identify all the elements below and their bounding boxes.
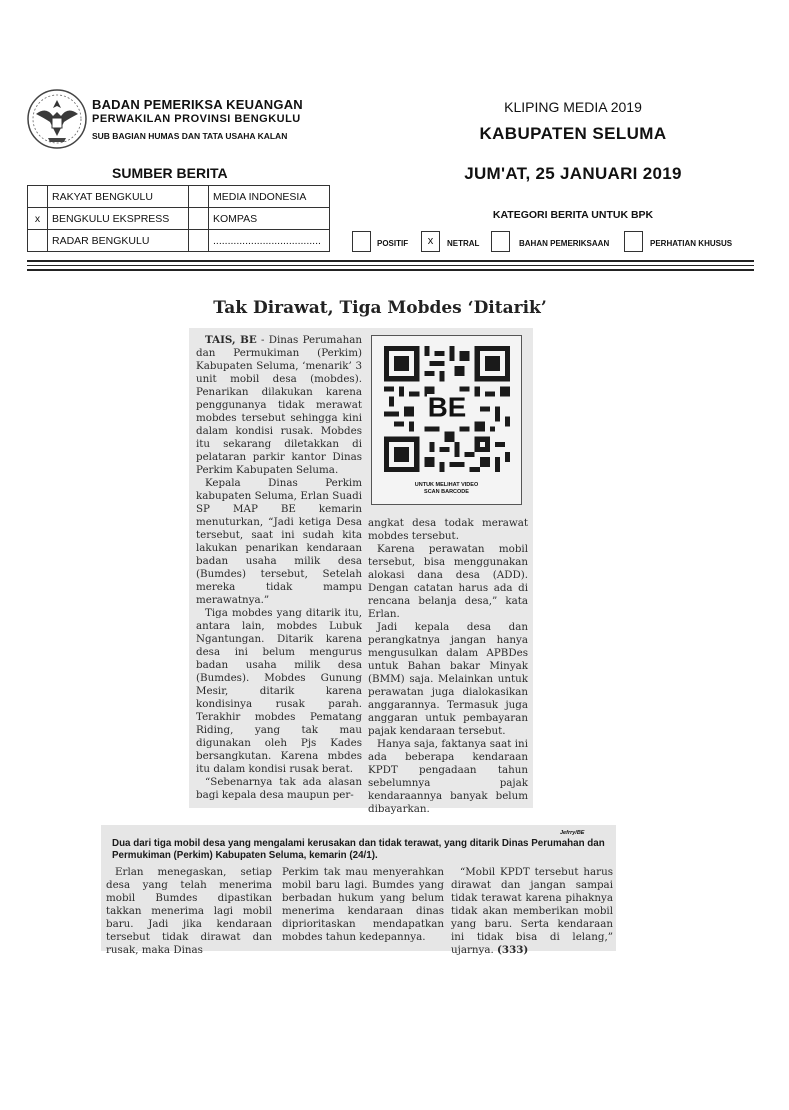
paragraph: Tiga mobdes yang ditarik itu, antara lain, mobdes Lubuk Ngantungan. Ditarik karena desa ini belum mengurus badan usaha milik desa (Bumdes). Mobdes Gunung Mesir, ditarik karena kondisinya rusak parah. Terakhir mobdes Pematang Riding, yang tak mau digunakan oleh Pjs Kades bersangkutan. Karena mbdes itu dalam kondisi rusak berat.: [196, 607, 362, 775]
bottom-column-1: [106, 866, 272, 957]
source-row: [28, 230, 330, 252]
qr-caption: UNTUK MELIHAT VIDEO: [414, 482, 479, 488]
article-column-1: [196, 334, 362, 802]
org-subsection: SUB BAGIAN HUMAS DAN TATA USAHA KALAN: [92, 131, 288, 141]
checkbox-bahan-pemeriksaan: [491, 231, 510, 252]
kliping-title: KLIPING MEDIA 2019: [504, 99, 642, 115]
paragraph: Karena perawatan mobil tersebut, bisa menggunakan alokasi dana desa (ADD). Dengan catatan harus ada di rencana belanja desa,” kata Erlan.: [368, 543, 528, 620]
source-table: [27, 185, 330, 252]
qr-logo-text: BE: [427, 391, 467, 423]
header-divider: [27, 269, 754, 271]
source-name: BENGKULU EKSPRESS: [48, 208, 189, 230]
bottom-column-3: [451, 866, 613, 957]
photo-credit: Jefrry/BE: [560, 830, 585, 836]
checkbox-netral: x: [421, 231, 440, 252]
bottom-column-2: [282, 866, 444, 944]
source-mark: [189, 186, 209, 208]
paragraph: Erlan menegaskan, setiap desa yang telah menerima mobil Bumdes dipastikan takkan menerima lagi mobil baru. Jadi jika kendaraan tersebut tidak dirawat dan rusak, maka Dinas: [106, 866, 272, 956]
kategori-title: KATEGORI BERITA UNTUK BPK: [492, 209, 654, 221]
article-code: (333): [497, 944, 529, 956]
sumber-berita-title: SUMBER BERITA: [112, 165, 228, 181]
dateline: TAIS, BE: [205, 334, 257, 346]
kabupaten-title: KABUPATEN SELUMA: [479, 124, 667, 143]
paragraph: - Dinas Perumahan dan Permukiman (Perkim) Kabupaten Seluma, ‘menarik’ 3 unit mobil desa (mobdes). Penarikan dilakukan karena penggunanya tidak merawat mobdes tersebut sehingga kini dalam kondisi rusak. Mobdes itu sekarang diletakkan di pelataran parkir kantor Dinas Perkim Kabupaten Seluma.: [196, 334, 362, 476]
label-positif: POSITIF: [377, 239, 409, 248]
header-divider: [27, 265, 754, 266]
checkbox-perhatian-khusus: [624, 231, 643, 252]
article-column-2: [368, 517, 528, 816]
photo-caption: Dua dari tiga mobil desa yang mengalami kerusakan dan tidak terawat, yang ditarik Dinas Perumahan dan Permukiman (Perkim) Kabupaten Seluma, kemarin (24/1).: [112, 838, 605, 861]
paragraph: Kepala Dinas Perkim kabupaten Seluma, Erlan Suadi SP MAP BE kemarin menuturkan, “Jadi ketiga Desa tersebut, saat ini sudah kita lakukan penarikan kendaraan badan usaha milik desa (Bumdes) tersebut, Setelah mereka tidak mampu merawatnya.”: [196, 477, 362, 606]
checkbox-positif: [352, 231, 371, 252]
label-netral: NETRAL: [447, 239, 480, 248]
source-name: RADAR BENGKULU: [48, 230, 189, 252]
source-mark: [189, 230, 209, 252]
source-name: RAKYAT BENGKULU: [48, 186, 189, 208]
label-perhatian-khusus: PERHATIAN KHUSUS: [650, 239, 733, 248]
header-divider: [27, 260, 754, 262]
qr-code-icon: [384, 346, 510, 472]
article-headline: Tak Dirawat, Tiga Mobdes ‘Ditarik’: [213, 298, 547, 318]
source-mark: x: [28, 208, 48, 230]
source-mark: [28, 186, 48, 208]
source-name: KOMPAS: [209, 208, 330, 230]
garuda-emblem-icon: [26, 88, 88, 150]
source-mark: [28, 230, 48, 252]
clip-date: JUM'AT, 25 JANUARI 2019: [464, 164, 682, 183]
paragraph: “Sebenarnya tak ada alasan bagi kepala desa maupun per-: [196, 776, 362, 801]
org-name: BADAN PEMERIKSA KEUANGAN: [92, 97, 303, 112]
source-row: [28, 208, 330, 230]
source-mark: [189, 208, 209, 230]
qr-code-box: [371, 335, 522, 505]
qr-caption: SCAN BARCODE: [424, 489, 469, 495]
org-branch: PERWAKILAN PROVINSI BENGKULU: [92, 113, 301, 125]
source-name: MEDIA INDONESIA: [209, 186, 330, 208]
paragraph: “Mobil KPDT tersebut harus dirawat dan jangan sampai tidak terawat karena pihaknya tidak akan memberikan mobil yang baru. Serta kendaraan ini tidak bisa di lelang,” ujarnya.: [451, 866, 613, 956]
source-name: .....................................: [209, 230, 330, 252]
paragraph: angkat desa todak merawat mobdes tersebut.: [368, 517, 528, 542]
label-bahan-pemeriksaan: BAHAN PEMERIKSAAN: [519, 239, 610, 248]
paragraph: Hanya saja, faktanya saat ini ada beberapa kendaraan KPDT pengadaan tahun sebelumnya pajak kendaraannya banyak belum dibayarkan.: [368, 738, 528, 815]
paragraph: Jadi kepala desa dan perangkatnya jangan hanya mengusulkan dalam APBDes untuk Bahan bakar Minyak (BMM) saja. Melainkan untuk perawatan juga dialokasikan anggarannya. Termasuk juga anggaran untuk pembayaran pajak kendaraan tersebut.: [368, 621, 528, 737]
paragraph: Perkim tak mau menyerahkan mobil baru lagi. Bumdes yang berbadan hukum yang belum menerima kendaraan dinas diprioritaskan mendapatkan mobdes tahun kedepannya.: [282, 866, 444, 943]
source-row: [28, 186, 330, 208]
